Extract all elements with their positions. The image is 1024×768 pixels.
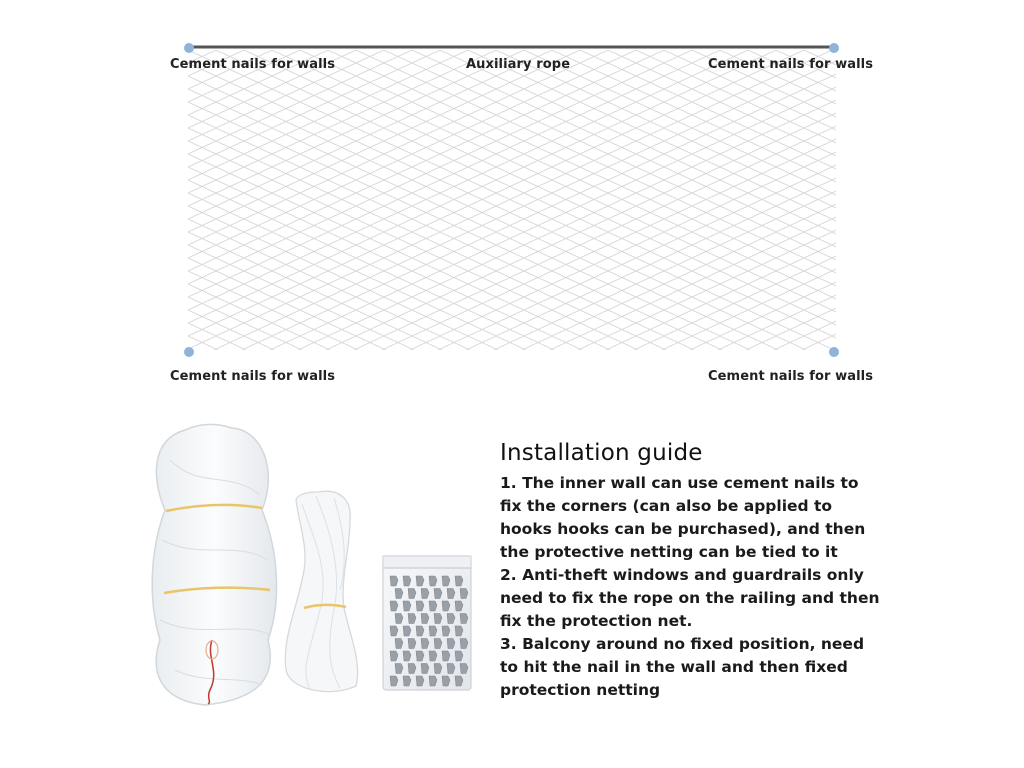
mesh-line [412,50,1024,350]
hook-bag-icon [383,556,471,690]
nail-bottom-left-icon [184,347,194,357]
mesh-line [1000,50,1024,350]
product-contents [0,400,500,768]
label-bottom-left-nail: Cement nails for walls [170,369,336,384]
installation-guide [500,440,880,702]
mesh-line [0,50,50,350]
mesh-line [972,50,1024,350]
mesh-line [0,50,414,350]
mesh-line [0,50,638,350]
mesh-line [0,50,218,350]
mesh-line [942,50,1024,350]
mesh-line [774,50,1024,350]
mesh-line [468,50,1024,350]
guide-steps-list [500,472,880,702]
mesh-line [860,50,1024,350]
label-top-left-nail: Cement nails for walls [170,57,336,72]
mesh-line [578,50,1024,350]
mesh-line [0,50,20,350]
mesh-line [970,50,1024,350]
mesh-line [0,50,384,350]
mesh-line [690,50,1024,350]
mesh-line [0,50,162,350]
mesh-line [692,50,1024,350]
mesh-line [0,50,610,350]
label-auxiliary-rope: Auxiliary rope [466,57,571,72]
mesh-line [886,50,1024,350]
mesh-line [830,50,1024,350]
mesh-line [466,50,1024,350]
nail-top-left-icon [184,43,194,53]
mesh-line [0,50,48,350]
guide-step: 3. Balcony around no fixed position, need to hit the nail in the wall and then fixed protection netting [500,635,865,699]
mesh-line [916,50,1024,350]
mesh-line [0,50,132,350]
mesh-line [634,50,1024,350]
mesh-line [0,50,216,350]
mesh-line [636,50,1024,350]
net-bundle-icon [152,424,276,705]
mesh-line [0,50,386,350]
mesh-line [0,50,582,350]
mesh-line [0,50,554,350]
mesh-line [0,50,78,350]
mesh-line [944,50,1024,350]
guide-title: Installation guide [500,440,703,466]
nail-top-right-icon [829,43,839,53]
mesh-line [664,50,1024,350]
mesh-line [0,50,134,350]
product-illustration [0,400,500,768]
mesh-line [776,50,1024,350]
mesh-line [0,50,442,350]
mesh-line [0,50,76,350]
mesh-line [0,50,358,350]
mesh-line [888,50,1024,350]
mesh-line [0,50,526,350]
guide-step: 1. The inner wall can use cement nails to fix the corners (can also be applied to hooks hooks can be purchased), and then the protective netting can be tied to it [500,474,866,561]
nail-bottom-right-icon [829,347,839,357]
mesh-line [0,50,104,350]
mesh-line [998,50,1024,350]
mesh-line [0,50,328,350]
mesh-line [0,50,356,350]
mesh-line [662,50,1024,350]
mesh-line [0,50,552,350]
mesh-line [832,50,1024,350]
mesh-line [0,50,190,350]
mesh-line [0,50,608,350]
mesh-line [0,50,244,350]
mesh-line [0,50,496,350]
mesh-line [858,50,1024,350]
label-top-right-nail: Cement nails for walls [708,57,874,72]
mesh-line [914,50,1024,350]
label-bottom-right-nail: Cement nails for walls [708,369,874,384]
mesh-line [524,50,1024,350]
mesh-line [0,50,330,350]
mesh-line [0,50,188,350]
mesh-line [0,50,22,350]
mesh-line [0,50,106,350]
mesh-line [0,50,160,350]
guide-step: 2. Anti-theft windows and guardrails only need to fix the rope on the railing and then fix the protection net. [500,566,880,630]
mesh-line [804,50,1024,350]
mesh-line [410,50,1024,350]
rope-coil-icon [285,491,357,691]
net-mesh [0,50,1024,350]
mesh-line [802,50,1024,350]
mesh-line [0,50,246,350]
